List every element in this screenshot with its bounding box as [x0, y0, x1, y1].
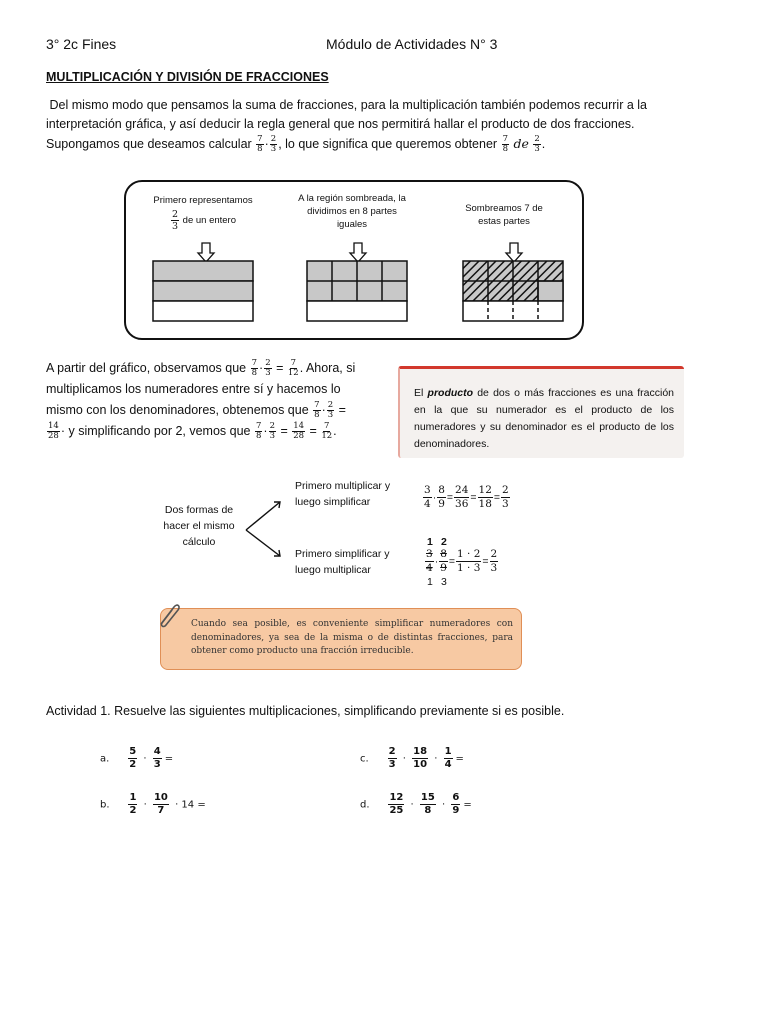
observation-paragraph: A partir del gráfico, observamos que $\frac{7}{8}$ · $\frac{2}{3}$ = $\frac{7}{12}$ . Ahora, si multiplicamos los numeradores entre sí y hacemos lo mismo con los denominadores, obtenemos que $\frac{7}{8}$ · $\frac{2}{3}$ = $\frac{14}{28}$ · y simplificando por 2, vemos que $\frac{7}{8}$ · $\frac{2}{3}$ = $\frac{14}{28}$ = $\frac{7}{12}$ . — [46, 358, 356, 442]
intro-line-2: interpretación gráfica, y así deducir la regla general que nos permitirá hallar el producto de dos fracciones. — [46, 117, 635, 131]
step1-caption: Primero representamos $\frac{2}{3}$ de un entero — [153, 195, 253, 232]
intro-paragraph: Del mismo modo que pensamos la suma de fracciones, para la multiplicación también podemos recurrir a la interpretación gráfica, y así deducir la regla general que nos permitirá hallar el producto de dos fracciones. Supongamos que deseamos calcular $\frac{7}{8}$ · $\frac{2}{3}$ , lo que significa que queremos obtener $\frac{7}{8}$ de $\frac{2}{3}$ . — [46, 96, 726, 154]
tip-text: Cuando sea posible, es conveniente simplificar numeradores con denominadores, ya sea de la misma o de distintas fracciones, para obtener como producto una fracción irreducible. — [191, 619, 513, 656]
intro-line-3a: Supongamos que deseamos calcular — [46, 137, 252, 151]
section-title: MULTIPLICACIÓN Y DIVISIÓN DE FRACCIONES — [46, 70, 329, 84]
product-definition-box: El producto de dos o más fracciones es una fracción en la que su numerador es el producto de los numeradores y su denominador es el producto de los denominadores. — [398, 366, 684, 458]
de-word: de — [513, 136, 529, 151]
two-ways-label: Dos formas de hacer el mismo cálculo — [163, 504, 235, 548]
header-module: Módulo de Actividades N° 3 — [326, 36, 498, 52]
intro-line-1: Del mismo modo que pensamos la suma de fracciones, para la multiplicación también podemos recurrir a la — [49, 98, 647, 112]
header-course: 3° 2c Fines — [46, 36, 117, 52]
activity-title: Actividad 1. Resuelve las siguientes multiplicaciones, simplificando previamente si es posible. — [46, 704, 565, 718]
intro-line-3b: , lo que significa que queremos obtener — [278, 137, 498, 151]
step2-caption: A la región sombreada, la dividimos en 8 partes iguales — [298, 193, 406, 230]
exercise-c: c. $\frac{2}{3}$ · $\frac{18}{10}$ · $\frac{1}{4}$ = — [360, 746, 464, 770]
exercise-b: b. $\frac{1}{2}$ · $\frac{10}{7}$ · 14 = — [100, 792, 206, 816]
way1-label: Primero multiplicar y luego simplificar — [295, 480, 391, 508]
exercise-a: a. $\frac{5}{2}$ · $\frac{4}{3}$ = — [100, 746, 174, 770]
way1-equation: $\frac{3}{4}$ · $\frac{8}{9}$ = $\frac{24}{36}$ = $\frac{12}{18}$ = $\frac{2}{3}$ — [424, 484, 509, 510]
paperclip-icon — [152, 600, 182, 630]
step3-caption: Sombreamos 7 de estas partes — [465, 203, 543, 227]
bar-seven-eighths-shaded — [462, 260, 566, 326]
tip-note-box — [160, 608, 522, 670]
fraction: $\frac{7}{8}$ — [257, 134, 263, 155]
way2-label: Primero simplificar y luego multiplicar — [295, 548, 390, 576]
whole-bar-thirds — [152, 260, 256, 326]
branch-arrows-icon — [244, 496, 284, 562]
bar-divided-eighths — [306, 260, 410, 326]
fraction: $\frac{2}{3}$ — [534, 134, 540, 155]
fraction-figure — [124, 180, 584, 340]
exercise-d: d. $\frac{12}{25}$ · $\frac{15}{8}$ · $\frac{6}{9}$ = — [360, 792, 472, 816]
fraction: $\frac{7}{8}$ — [502, 134, 508, 155]
fraction: $\frac{2}{3}$ — [270, 134, 277, 155]
